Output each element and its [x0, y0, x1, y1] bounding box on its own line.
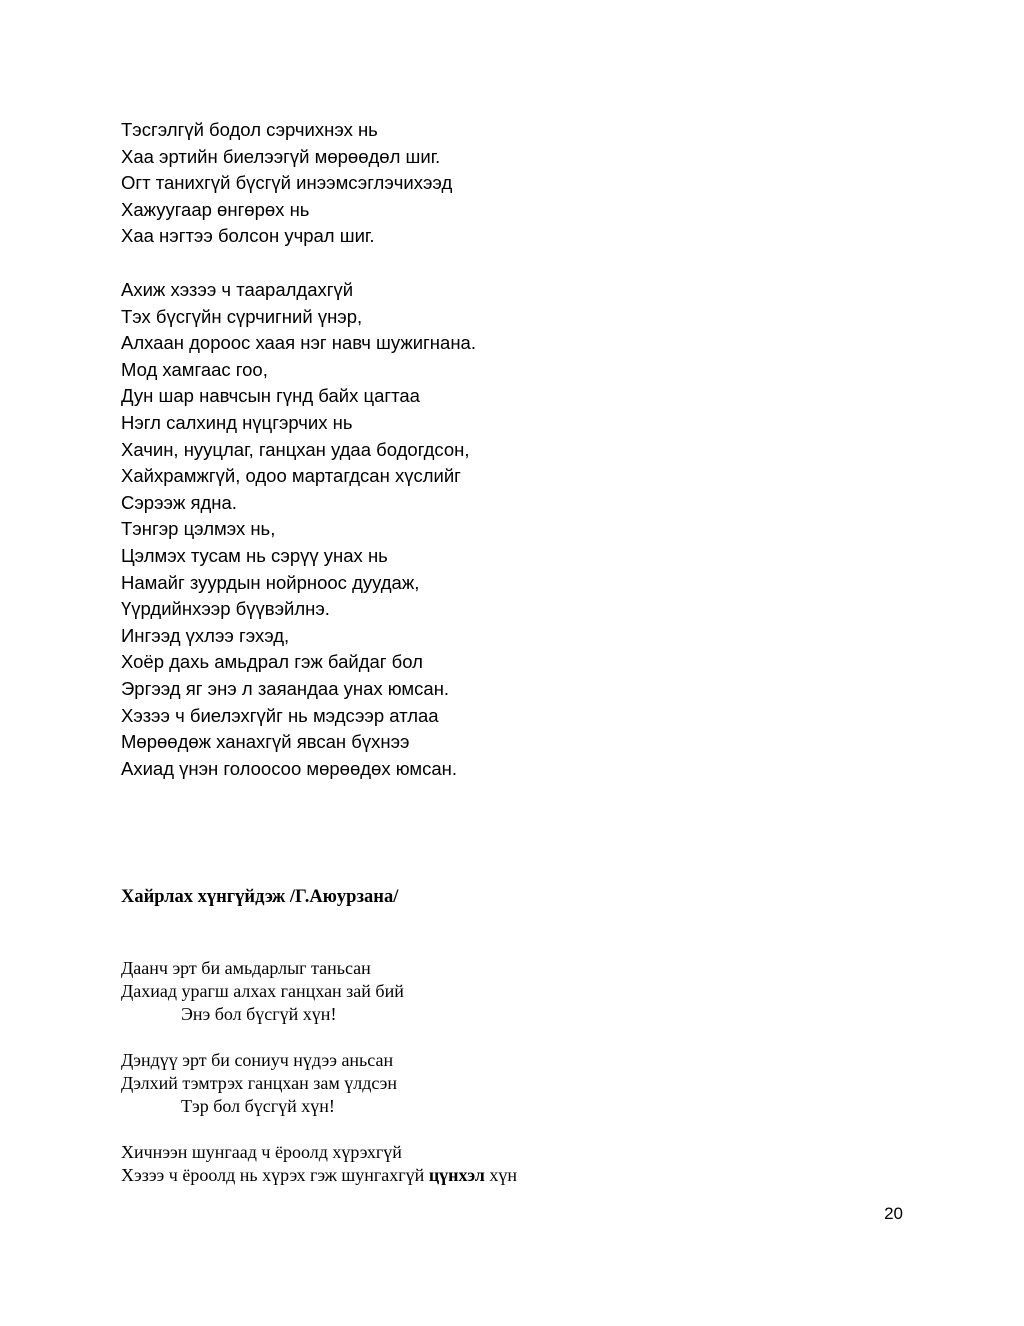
poem-line: Хайхрамжгүй, одоо мартагдсан хүслийг	[121, 465, 461, 487]
poem-stanza-1	[121, 117, 452, 250]
poem-line: Хэзээ ч биелэхгүйг нь мэдсээр атлаа	[121, 704, 439, 726]
poem-line: Сэрээж ядна.	[121, 491, 237, 513]
poem-line: Тэнгэр цэлмэх нь,	[121, 518, 276, 540]
poem-line: Тэсгэлгүй бодол сэрчихнэх нь	[121, 119, 378, 140]
poem-line: Дэлхий тэмтрэх ганцхан зам үлдсэн	[121, 1073, 397, 1093]
poem-refrain-line: Энэ бол бүсгүй хүн!	[181, 1004, 337, 1024]
poem-line: Цэлмэх тусам нь сэрүү унах нь	[121, 544, 388, 566]
poem-line: Хачин, нууцлаг, ганцхан удаа бодогдсон,	[121, 438, 470, 460]
poem-line-text: хүн	[484, 1165, 518, 1185]
poem-line: Намайг зуурдын нойрноос дуудаж,	[121, 571, 420, 593]
poem-line: Хаа нэгтээ болсон учрал шиг.	[121, 225, 375, 247]
poem-title: Хайрлах хүнгүйдэж /Г.Аюурзана/	[121, 887, 399, 907]
poem-line: Ингээд үхлээ гэхэд,	[121, 624, 290, 646]
poem-line: Үүрдийнхээр бүүвэйлнэ.	[121, 598, 330, 620]
poem-line: Нэгл салхинд нүцгэрчих нь	[121, 411, 353, 433]
poem-line: Хоёр дахь амьдрал гэж байдаг бол	[121, 651, 423, 673]
poem-line: Ахиж хэзээ ч тааралдахгүй	[121, 279, 354, 300]
poem-line: Дахиад урагш алхах ганцхан зай бий	[121, 981, 404, 1001]
poem-line: Дун шар навчсын гүнд байх цагтаа	[121, 385, 420, 407]
poem-line: Алхаан дороос хаая нэг навч шужигнана.	[121, 332, 476, 354]
bold-word: цүнхэл	[428, 1165, 485, 1185]
poem-line: Дэндүү эрт би сониуч нүдээ аньсан	[121, 1050, 394, 1070]
poem-line	[121, 1164, 517, 1187]
poem-stanza-3	[121, 957, 404, 1026]
poem-line: Хичнээн шунгаад ч ёроолд хүрэхгүй	[121, 1142, 402, 1162]
poem-line: Тэх бүсгүйн сүрчигний үнэр,	[121, 305, 363, 327]
poem-line-text: Хэзээ ч ёроолд нь хүрэх гэж шунгахгүй	[121, 1165, 429, 1185]
poem-line: Эргээд яг энэ л заяандаа унах юмсан.	[121, 677, 450, 699]
poem-stanza-4	[121, 1049, 397, 1118]
poem-line: Ахиад үнэн голоосоо мөрөөдөх юмсан.	[121, 757, 458, 779]
poem-stanza-5	[121, 1141, 517, 1187]
page-number: 20	[884, 1204, 903, 1223]
poem-line: Хаа эртийн биелээгүй мөрөөдөл шиг.	[121, 145, 441, 167]
poem-line: Даанч эрт би амьдарлыг таньсан	[121, 958, 371, 978]
poem-line: Мөрөөдөж ханахгүй явсан бүхнээ	[121, 731, 410, 753]
poem-refrain-line: Тэр бол бүсгүй хүн!	[181, 1096, 335, 1116]
poem-stanza-2	[121, 277, 476, 782]
poem-line: Мод хамгаас гоо,	[121, 358, 268, 380]
poem-line: Хажуугаар өнгөрөх нь	[121, 198, 310, 220]
poem-line: Огт танихгүй бүсгүй инээмсэглэчихээд	[121, 172, 453, 194]
